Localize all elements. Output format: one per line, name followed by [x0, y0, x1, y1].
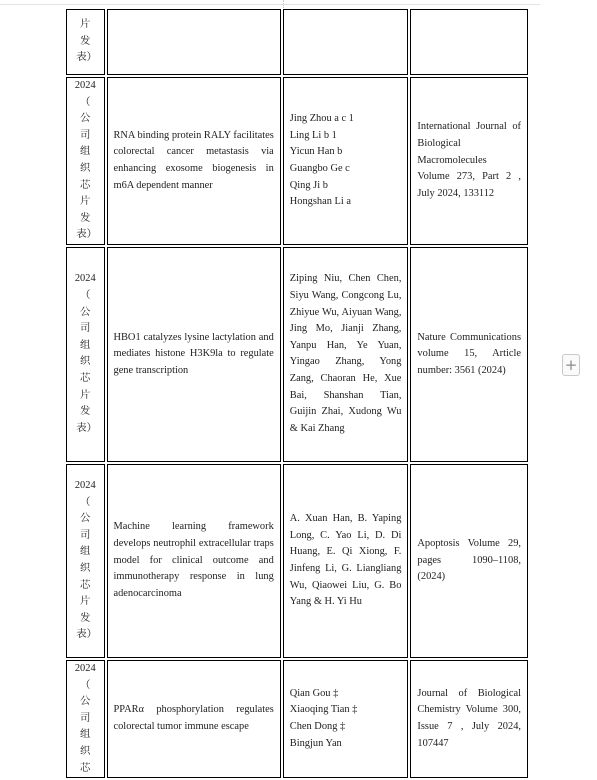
authors-cell: A. Xuan Han, B. Yaping Long, C. Yao Li, D. Di Huang, E. Qi Xiong, F. Jinfeng Li, G. Liangliang Wu, Qiaowei Liu, G. Bo Yang & H. Yi Hu	[283, 464, 409, 658]
authors-cell	[283, 77, 409, 245]
table-row	[66, 77, 528, 245]
year-note: （公司组织芯片发表）	[76, 496, 98, 641]
author-line: Qing Ji b	[289, 179, 328, 191]
author-line: Jing Zhou a c 1	[289, 113, 354, 125]
journal-cell: Nature Communications volume 15, Article number: 3561 (2024)	[410, 247, 528, 462]
year-cell	[66, 464, 105, 658]
title-cell: HBO1 catalyzes lysine lactylation and mediates histone H3K9la to regulate gene transcription	[107, 247, 281, 462]
author-line: Bingjun Yan	[289, 737, 342, 749]
author-line: Ling Li b 1	[289, 129, 337, 141]
table-row	[66, 247, 528, 462]
title-cell	[107, 9, 281, 75]
journal-cell: Apoptosis Volume 29, pages 1090–1108, (2024)	[410, 464, 528, 658]
journal-cell: International Journal of Biological Macromolecules Volume 273, Part 2 , July 2024, 133112	[410, 77, 528, 245]
authors-cell	[283, 9, 409, 75]
year-value: 2024	[74, 479, 96, 491]
year-cell	[66, 247, 105, 462]
add-row-button[interactable]: +	[562, 354, 580, 376]
author-line: Yicun Han b	[289, 146, 343, 158]
table-row	[66, 9, 528, 75]
year-note: （公司组织芯片发表）	[76, 290, 98, 434]
year-value: 2024	[74, 662, 96, 674]
author-line: Hongshan Li a	[289, 196, 351, 208]
author-line: Xiaoqing Tian ‡	[289, 704, 358, 716]
year-cell	[66, 660, 105, 778]
journal-cell	[410, 9, 528, 75]
year-note: （公司组织芯	[80, 679, 91, 774]
table-row	[66, 464, 528, 658]
table-row	[66, 660, 528, 778]
year-note: （公司组织芯片发表）	[76, 96, 98, 241]
year-cell	[66, 9, 105, 75]
year-note: 片发表）	[76, 19, 98, 64]
title-cell: Machine learning framework develops neutrophil extracellular traps model for clinical outcome and immunotherapy response in lung adenocarcinoma	[107, 464, 281, 658]
title-cell: PPARα phosphorylation regulates colorectal tumor immune escape	[107, 660, 281, 778]
authors-cell: Ziping Niu, Chen Chen, Siyu Wang, Congcong Lu, Zhiyue Wu, Aiyuan Wang, Jing Mo, Jianji Zhang, Yanpu Han, Ye Yuan, Yingao Zhang, Yong Zang, Chaoran He, Xue Bai, Shanshan Tian, Guijin Zhai, Xudong Wu & Kai Zhang	[283, 247, 409, 462]
title-cell: RNA binding protein RALY facilitates colorectal cancer metastasis via enhancing exosome biogenesis in m6A dependent manner	[107, 77, 281, 245]
journal-cell: Journal of Biological Chemistry Volume 300, Issue 7 , July 2024, 107447	[410, 660, 528, 778]
authors-cell	[283, 660, 409, 778]
publications-table	[64, 7, 530, 780]
year-cell	[66, 77, 105, 245]
author-line: Guangbo Ge c	[289, 162, 350, 174]
author-line: Qian Gou ‡	[289, 687, 339, 699]
author-line: Chen Dong ‡	[289, 721, 346, 733]
year-value: 2024	[74, 273, 96, 285]
year-value: 2024	[74, 80, 96, 91]
page-guide-line	[0, 4, 540, 5]
